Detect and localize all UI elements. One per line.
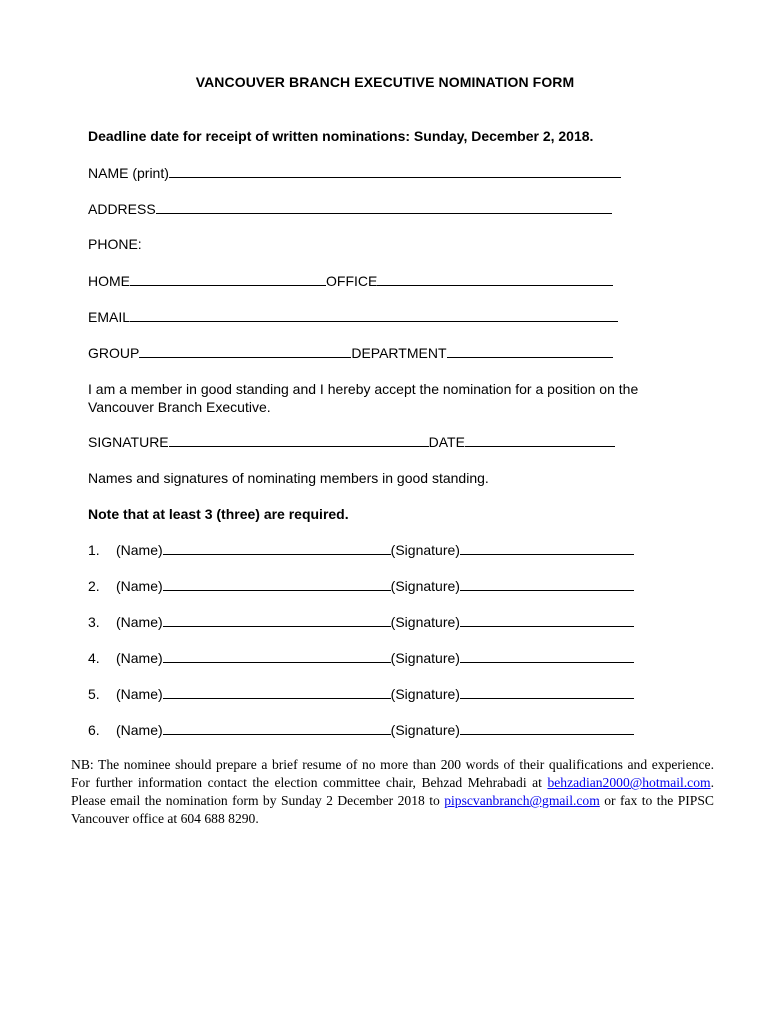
nominator-name-input-line[interactable] <box>163 541 391 555</box>
department-input-line[interactable] <box>447 344 613 358</box>
form-title: VANCOUVER BRANCH EXECUTIVE NOMINATION FORM <box>195 74 575 90</box>
nominator-signature-label: (Signature) <box>390 722 460 738</box>
nominator-number: 6. <box>88 722 100 738</box>
name-input-line[interactable] <box>169 164 621 178</box>
nominator-row <box>88 541 634 558</box>
deadline-text: Deadline date for receipt of written nominations: Sunday, December 2, 2018. <box>88 128 594 144</box>
address-input-line[interactable] <box>156 200 612 214</box>
name-label: NAME (print) <box>88 165 169 181</box>
nominator-row <box>88 721 634 738</box>
name-field-row <box>88 164 621 181</box>
group-field-row <box>88 344 613 361</box>
nominator-signature-label: (Signature) <box>390 614 460 630</box>
nominator-name-input-line[interactable] <box>163 685 391 699</box>
nb-text-1: NB: The nominee should prepare a brief resume of no more than 200 words of their qualifications and experience. For further information contact the election committee chair, Behzad Mehrabadi at <box>71 757 714 790</box>
home-label: HOME <box>88 273 130 289</box>
nominator-signature-input-line[interactable] <box>460 577 634 591</box>
group-label: GROUP <box>88 345 140 361</box>
nominator-number: 5. <box>88 686 100 702</box>
nominator-row <box>88 649 634 666</box>
nominator-name-input-line[interactable] <box>163 649 391 663</box>
nominator-signature-input-line[interactable] <box>460 541 634 555</box>
nominator-signature-input-line[interactable] <box>460 685 634 699</box>
nominator-name-input-line[interactable] <box>163 613 391 627</box>
signature-label: SIGNATURE <box>88 434 169 450</box>
email-field-row <box>88 308 618 325</box>
office-label: OFFICE <box>326 273 378 289</box>
nominator-name-label: (Name) <box>116 722 163 738</box>
home-phone-input-line[interactable] <box>130 272 326 286</box>
nominator-name-label: (Name) <box>116 578 163 594</box>
nominator-signature-label: (Signature) <box>390 578 460 594</box>
office-phone-input-line[interactable] <box>377 272 613 286</box>
nominator-signature-input-line[interactable] <box>460 721 634 735</box>
note-required: Note that at least 3 (three) are required. <box>88 506 349 522</box>
email-input-line[interactable] <box>130 308 618 322</box>
department-label: DEPARTMENT <box>351 345 447 361</box>
nb-text-2: . Please email the nomination form by Sunday 2 December 2018 to <box>71 775 714 808</box>
nb-note <box>71 756 714 828</box>
nominator-signature-label: (Signature) <box>390 650 460 666</box>
nominator-name-label: (Name) <box>116 614 163 630</box>
nominator-name-label: (Name) <box>116 542 163 558</box>
nominator-number: 3. <box>88 614 100 630</box>
nominator-name-label: (Name) <box>116 650 163 666</box>
nominator-signature-input-line[interactable] <box>460 649 634 663</box>
nb-text-3: or fax to the PIPSC Vancouver office at 604 688 8290. <box>71 793 714 826</box>
date-label: DATE <box>428 434 465 450</box>
nominator-name-label: (Name) <box>116 686 163 702</box>
nominator-number: 2. <box>88 578 100 594</box>
nominator-name-input-line[interactable] <box>163 577 391 591</box>
nominator-signature-label: (Signature) <box>390 686 460 702</box>
phone-label: PHONE: <box>88 236 142 252</box>
phone-field-row <box>88 272 613 289</box>
nominator-name-input-line[interactable] <box>163 721 391 735</box>
address-field-row <box>88 200 612 217</box>
nominator-signature-label: (Signature) <box>390 542 460 558</box>
nominator-row <box>88 613 634 630</box>
address-label: ADDRESS <box>88 201 156 217</box>
chair-email-link[interactable]: behzadian2000@hotmail.com <box>547 775 711 790</box>
nominator-number: 4. <box>88 650 100 666</box>
date-input-line[interactable] <box>465 433 615 447</box>
acceptance-statement: I am a member in good standing and I hereby accept the nomination for a position on the Vancouver Branch Executive. <box>88 381 639 415</box>
nominator-row <box>88 685 634 702</box>
branch-email-link[interactable]: pipscvanbranch@gmail.com <box>444 793 600 808</box>
nominating-intro: Names and signatures of nominating members in good standing. <box>88 470 489 486</box>
group-input-line[interactable] <box>139 344 351 358</box>
nominator-row <box>88 577 634 594</box>
nominator-number: 1. <box>88 542 100 558</box>
signature-input-line[interactable] <box>169 433 429 447</box>
nominator-signature-input-line[interactable] <box>460 613 634 627</box>
email-label: EMAIL <box>88 309 131 325</box>
signature-field-row <box>88 433 615 450</box>
